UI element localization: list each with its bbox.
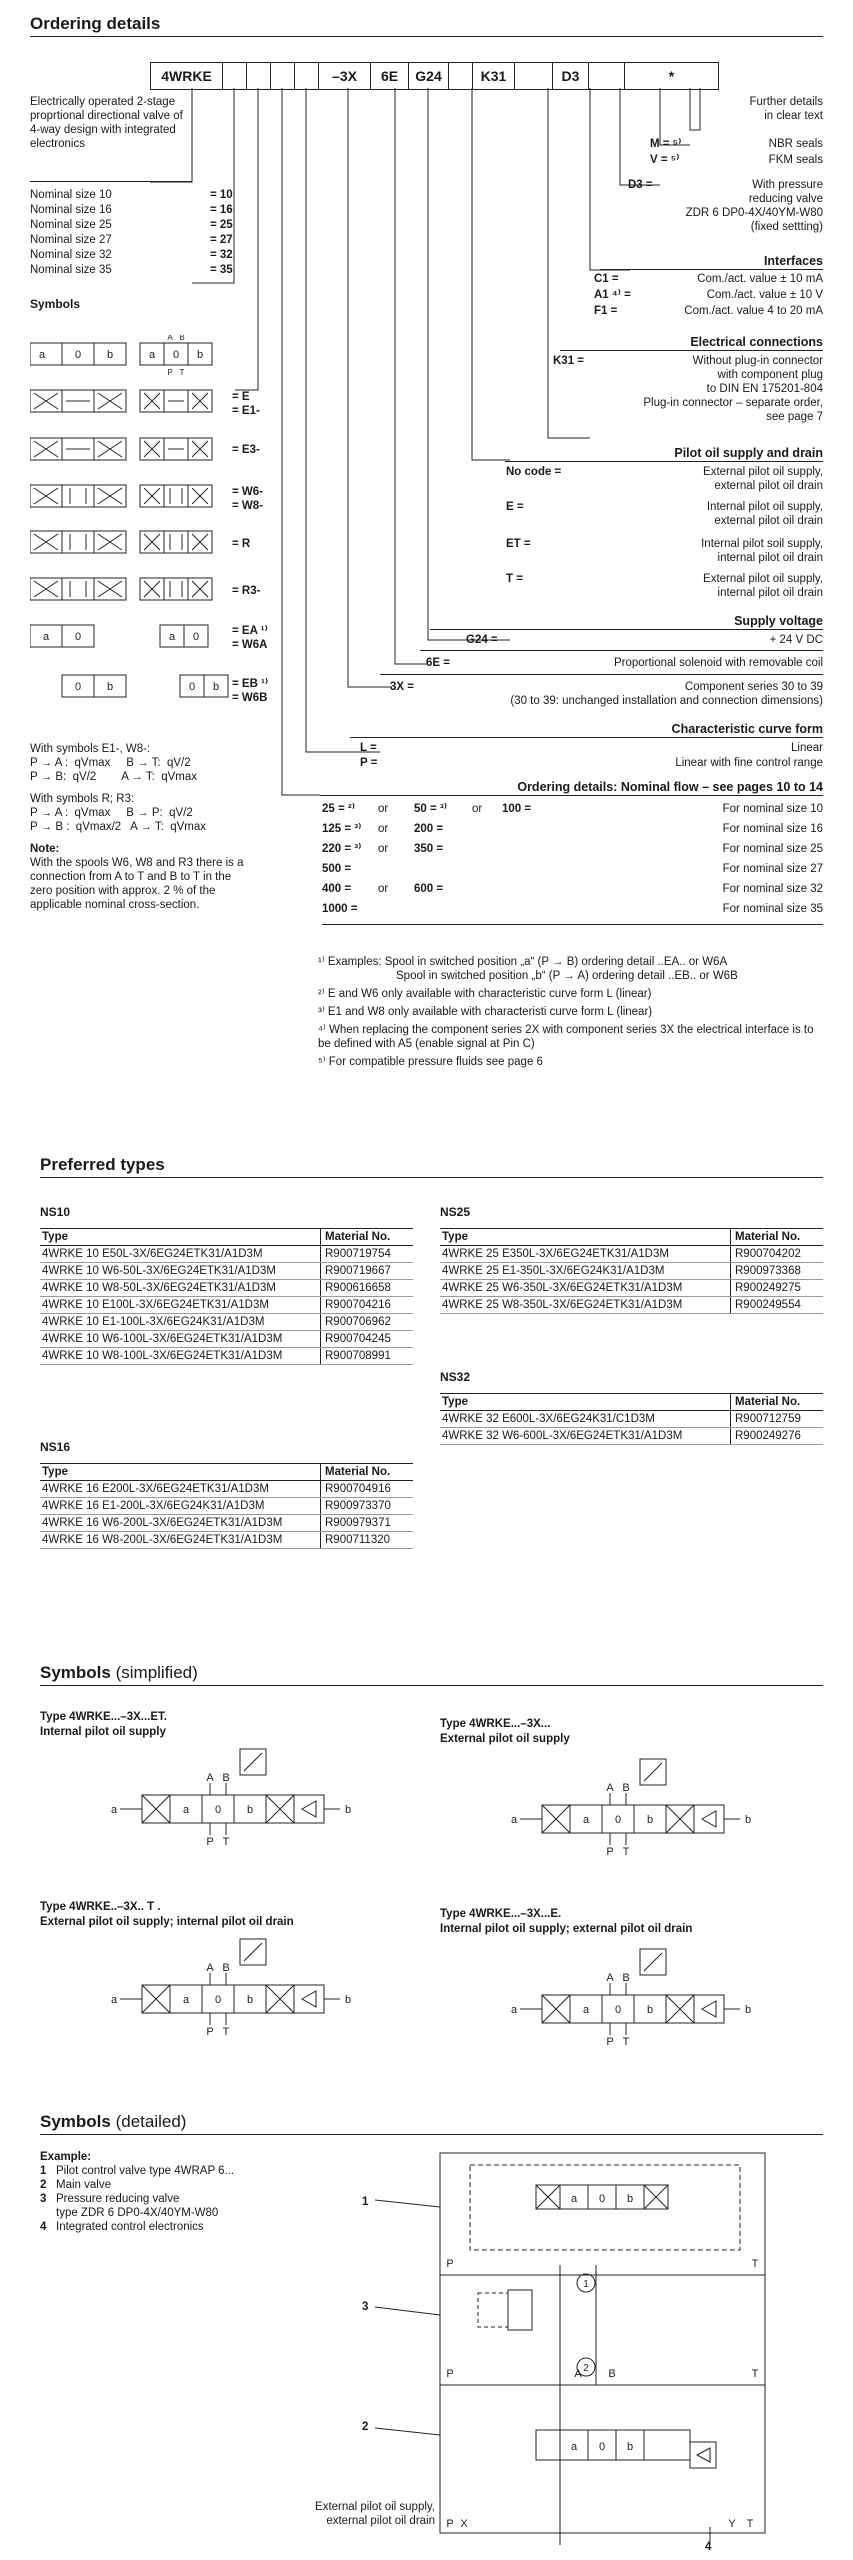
curve-rule [350,737,823,738]
valve-symbol-2 [480,1755,770,1865]
svg-text:A: A [606,1972,614,1984]
size-row: Nominal size 25 = 25 [30,219,233,231]
seal-row: V = ⁵⁾ FKM seals [650,154,823,166]
svg-text:B: B [179,335,185,342]
desc-rule [30,181,192,182]
curve-text: Linear [791,742,823,754]
size-row: Nominal size 10 = 10 [30,189,233,201]
material-cell: R900979371 [321,1515,414,1532]
group-ns32-title: NS32 [440,1370,471,1384]
material-cell: R900712759 [731,1411,824,1428]
svg-text:b: b [344,1804,352,1816]
flow-row [322,842,823,862]
svg-text:0: 0 [192,631,200,643]
svg-text:0: 0 [598,2193,606,2205]
code-cell-further: * [668,68,675,84]
series-rule [380,674,823,675]
svg-text:B: B [622,1972,630,1984]
size-row: Nominal size 16 = 16 [30,204,233,216]
table-row [40,1481,413,1498]
table-row [440,1280,823,1297]
svg-text:b: b [212,681,220,693]
svg-text:a: a [182,1804,190,1816]
symbols-notes: With symbols E1-, W8-: P → A : qVmax B → T: qV/2 P → B: qV/2 A → T: qVmax With symbols R; R3: P → A : qVmax B → P: qV/2 P → B : qVmax/2 A → T: qVmax Note: With the spools W6, W8 and R3 there is a connection from A to T and B to T in the zero position with approx. 2 % of the applicable nominal cross-section. [30,743,244,911]
flow-row [322,882,823,902]
curve-text: Linear with fine control range [675,757,823,769]
svg-text:b: b [106,349,114,361]
svg-text:a: a [510,2004,518,2016]
svg-text:a: a [510,1814,518,1826]
symbol-code-r: = R [232,538,251,550]
sym-item-2: Type 4WRKE...–3X... External pilot oil supply [440,1718,570,1745]
flow-or1: or [378,803,389,815]
symbol-code-eb: = EB ¹⁾ = W6B [232,678,269,704]
callout-3: 3 [362,2301,369,2313]
table-row [440,1428,823,1445]
svg-text:a: a [38,349,46,361]
svg-text:b: b [646,1814,654,1826]
callout-4: 4 [705,2541,712,2553]
supply-text: + 24 V DC [769,634,823,646]
material-cell: R900704216 [321,1297,414,1314]
table-row [40,1246,413,1263]
type-cell: 4WRKE 25 W8-350L-3X/6EG24ETK31/A1D3M [440,1297,731,1314]
col-type-header: Type [40,1229,321,1246]
ordering-title: Ordering details [30,14,161,33]
flow-or2: or [472,803,483,815]
table-row [440,1246,823,1263]
symbol-code-e3: = E3- [232,444,260,456]
svg-text:A: A [206,1772,214,1784]
symbol-code-w6: = W6- = W8- [232,486,263,512]
symbol-code-ea: = EA ¹⁾ = W6A [232,625,268,651]
pilot-text: Internal pilot oil supply, external pilot oil drain [706,501,823,527]
interfaces-title: Interfaces [763,254,823,268]
table-row [440,1263,823,1280]
flow-size: For nominal size 16 [722,823,823,835]
svg-text:b: b [246,1804,254,1816]
table-row [40,1331,413,1348]
col-type-header: Type [440,1229,731,1246]
sym-item-4: Type 4WRKE...–3X...E. Internal pilot oil supply; external pilot oil drain [440,1908,693,1935]
table-ns25 [440,1228,823,1314]
supply-title: Supply voltage [734,614,823,628]
symbol-code-e: = E = E1- [232,391,260,417]
valve-symbol-3 [80,1935,370,2045]
svg-text:T: T [751,2368,759,2380]
svg-text:B: B [608,2368,616,2380]
electrical-text: Without plug-in connector with component plug to DIN EN 175201-804 Plug-in connector – separate order, see page 7 [643,355,823,423]
type-cell: 4WRKE 25 E1-350L-3X/6EG24K31/A1D3M [440,1263,731,1280]
footnotes: ¹⁾ Examples: Spool in switched position „a“ (P → B) ordering detail ..EA.. or W6A Spool in switched position „b“ (P → A) ordering detail ..EB.. or W6B ²⁾ E and W6 only available with characteristic curve form L (linear) ³⁾ E1 and W8 only available with characteristi curve form L (linear) ⁴⁾ When replacing the component series 2X with component series 3X the electrical interface is to be defined with A5 (enable signal at Pin C) ⁵⁾ For compatible pressure fluids see page 6 [318,956,814,1068]
flow-size: For nominal size 27 [722,863,823,875]
spool-symbols [30,335,230,715]
group-ns16-title: NS16 [40,1440,71,1454]
svg-text:b: b [646,2004,654,2016]
svg-text:a: a [570,2193,578,2205]
symbols-simplified-rule [40,1685,823,1686]
svg-text:0: 0 [614,1814,622,1826]
series-code: 3X = [390,681,414,693]
pilot-code: E = [506,501,524,513]
flow-row [322,902,823,922]
svg-text:T: T [179,368,185,377]
valve-symbol-4 [480,1945,770,2055]
material-cell: R900249554 [731,1297,824,1314]
material-cell: R900708991 [321,1348,414,1365]
svg-text:A: A [167,335,173,342]
material-cell: R900719754 [321,1246,414,1263]
table-row [40,1348,413,1365]
symbols-detailed-rule [40,2134,823,2135]
supply-code: G24 = [466,634,498,646]
col-type-header: Type [40,1464,321,1481]
table-row [440,1297,823,1314]
type-cell: 4WRKE 16 E1-200L-3X/6EG24K31/A1D3M [40,1498,321,1515]
svg-text:b: b [744,2004,752,2016]
pilot-code: T = [506,573,523,585]
material-cell: R900719667 [321,1263,414,1280]
svg-text:1: 1 [583,2279,589,2290]
size-row: Nominal size 27 = 27 [30,234,233,246]
interface-row: F1 = Com./act. value 4 to 20 mA [594,305,823,317]
table-row [40,1297,413,1314]
type-cell: 4WRKE 10 E50L-3X/6EG24ETK31/A1D3M [40,1246,321,1263]
table-row [40,1532,413,1549]
material-cell: R900704916 [321,1481,414,1498]
pilot-title: Pilot oil supply and drain [674,446,823,460]
col-material-header: Material No. [321,1464,414,1481]
curve-title: Characteristic curve form [671,722,823,736]
svg-text:T: T [222,2026,230,2038]
flow-title: Ordering details: Nominal flow – see pages 10 to 14 [517,780,823,794]
interfaces-rule [600,269,823,270]
group-ns25-title: NS25 [440,1205,471,1219]
svg-text:X: X [460,2518,468,2530]
solenoid-text: Proportional solenoid with removable coil [613,657,823,669]
col-material-header: Material No. [321,1229,414,1246]
svg-text:b: b [626,2193,634,2205]
svg-text:T: T [622,2036,630,2048]
pilot-text: Internal pilot soil supply, internal pilot oil drain [701,538,823,564]
sym-item-3: Type 4WRKE..–3X.. T . External pilot oil supply; internal pilot oil drain [40,1901,294,1928]
svg-text:T: T [622,1846,630,1858]
svg-text:P: P [167,368,173,377]
col-material-header: Material No. [731,1229,824,1246]
code-cell-electrical: K31 [473,63,515,89]
seal-row: M = ⁵⁾ NBR seals [650,138,823,150]
material-cell: R900616658 [321,1280,414,1297]
supply-rule [430,629,823,630]
material-cell: R900973368 [731,1263,824,1280]
sizes-list [30,188,240,278]
sym-item-1: Type 4WRKE...–3X...ET. Internal pilot oil supply [40,1711,167,1738]
flow-a: 1000 = [322,903,358,915]
svg-text:T: T [751,2258,759,2270]
svg-text:2: 2 [583,2363,589,2374]
svg-text:0: 0 [74,631,82,643]
size-row: Nominal size 35 = 35 [30,264,233,276]
detailed-diagram [360,2145,780,2555]
svg-text:a: a [42,631,50,643]
solenoid-rule [420,650,823,651]
symbols-simplified-title: Symbols (simplified) [40,1663,198,1682]
svg-text:A: A [606,1782,614,1794]
col-material-header: Material No. [731,1394,824,1411]
svg-text:a: a [110,1994,118,2006]
svg-text:0: 0 [614,2004,622,2016]
svg-text:a: a [148,349,156,361]
type-cell: 4WRKE 10 W8-50L-3X/6EG24ETK31/A1D3M [40,1280,321,1297]
svg-text:b: b [196,349,204,361]
code-cell-series: –3X [319,63,371,89]
symbol-code-r3: = R3- [232,585,261,597]
interface-row: C1 = Com./act. value ± 10 mA [594,273,823,285]
svg-text:P: P [206,1836,214,1848]
svg-text:0: 0 [214,1804,222,1816]
svg-text:0: 0 [74,349,82,361]
svg-text:a: a [582,1814,590,1826]
group-ns10-title: NS10 [40,1205,71,1219]
detailed-legend: Example: 1 Pilot control valve type 4WRAP 6... 2 Main valve 3 Pressure reducing valve type ZDR 6 DP0-4X/40YM-W80 4 Integrated control electronics [40,2151,235,2233]
svg-text:0: 0 [74,681,82,693]
type-cell: 4WRKE 10 E100L-3X/6EG24ETK31/A1D3M [40,1297,321,1314]
electrical-title: Electrical connections [690,335,823,349]
flow-bottom-rule [322,924,823,925]
svg-text:0: 0 [214,1994,222,2006]
solenoid-code: 6E = [426,657,450,669]
curve-code: L = [360,742,377,754]
symbols-detailed-title: Symbols (detailed) [40,2112,187,2131]
svg-text:P: P [446,2368,454,2380]
flow-or1: or [378,843,389,855]
svg-text:P: P [606,2036,614,2048]
flow-or1: or [378,823,389,835]
pilot-rule [505,461,823,462]
flow-row [322,802,823,822]
material-cell: R900704202 [731,1246,824,1263]
material-cell: R900706962 [321,1314,414,1331]
flow-or1: or [378,883,389,895]
code-cell-solenoid: 6E [371,63,409,89]
symbols-title: Symbols [30,297,81,311]
callout-2: 2 [362,2421,369,2433]
svg-text:P: P [606,1846,614,1858]
callout-1: 1 [362,2196,369,2208]
svg-text:0: 0 [598,2441,606,2453]
type-cell: 4WRKE 32 E600L-3X/6EG24K31/C1D3M [440,1411,731,1428]
material-cell: R900249275 [731,1280,824,1297]
type-cell: 4WRKE 16 E200L-3X/6EG24ETK31/A1D3M [40,1481,321,1498]
svg-text:B: B [622,1782,630,1794]
type-cell: 4WRKE 16 W6-200L-3X/6EG24ETK31/A1D3M [40,1515,321,1532]
svg-text:b: b [344,1994,352,2006]
table-row [40,1280,413,1297]
flow-rule [320,795,823,796]
svg-text:A: A [206,1962,214,1974]
detailed-caption: External pilot oil supply, external pilot oil drain [315,2501,435,2527]
type-cell: 4WRKE 25 W6-350L-3X/6EG24ETK31/A1D3M [440,1280,731,1297]
type-cell: 4WRKE 10 W6-50L-3X/6EG24ETK31/A1D3M [40,1263,321,1280]
flow-row [322,862,823,882]
material-cell: R900249276 [731,1428,824,1445]
svg-text:a: a [182,1994,190,2006]
flow-size: For nominal size 25 [722,843,823,855]
flow-b: 50 = ³⁾ [414,803,448,815]
electrical-code: K31 = [553,355,585,367]
material-cell: R900704245 [321,1331,414,1348]
type-cell: 4WRKE 25 E350L-3X/6EG24ETK31/A1D3M [440,1246,731,1263]
svg-text:a: a [570,2441,578,2453]
d3-code: D3 = [628,179,653,191]
flow-size: For nominal size 32 [722,883,823,895]
pilot-text: External pilot oil supply, internal pilot oil drain [703,573,823,599]
svg-text:B: B [222,1772,230,1784]
svg-text:Y: Y [728,2518,736,2530]
svg-text:0: 0 [172,349,180,361]
svg-text:b: b [106,681,114,693]
svg-text:b: b [626,2441,634,2453]
svg-text:P: P [446,2258,454,2270]
pilot-code: ET = [506,538,531,550]
material-cell: R900973370 [321,1498,414,1515]
flow-b: 600 = [414,883,444,895]
table-ns32 [440,1393,823,1445]
table-ns16 [40,1463,413,1549]
interface-row: A1 ⁴⁾ = Com./act. value ± 10 V [594,289,823,301]
table-row [40,1263,413,1280]
series-text: Component series 30 to 39 (30 to 39: unchanged installation and connection dimensions) [510,681,823,707]
flow-a: 125 = ³⁾ [322,823,362,835]
type-cell: 4WRKE 10 W6-100L-3X/6EG24ETK31/A1D3M [40,1331,321,1348]
pilot-text: External pilot oil supply, external pilot oil drain [703,466,823,492]
flow-a: 400 = [322,883,352,895]
material-cell: R900711320 [321,1532,414,1549]
flow-row [322,822,823,842]
table-ns10 [40,1228,413,1365]
code-cell-voltage: G24 [409,63,449,89]
svg-text:0: 0 [188,681,196,693]
svg-text:a: a [110,1804,118,1816]
type-cell: 4WRKE 32 W6-600L-3X/6EG24ETK31/A1D3M [440,1428,731,1445]
flow-size: For nominal size 10 [722,803,823,815]
table-row [40,1314,413,1331]
table-row [40,1515,413,1532]
type-cell: 4WRKE 10 W8-100L-3X/6EG24ETK31/A1D3M [40,1348,321,1365]
size-row: Nominal size 32 = 32 [30,249,233,261]
flow-c: 100 = [502,803,532,815]
svg-text:A: A [574,2368,582,2380]
flow-rows [322,802,823,925]
curve-code: P = [360,757,378,769]
flow-a: 500 = [322,863,352,875]
flow-b: 200 = [414,823,444,835]
svg-text:B: B [222,1962,230,1974]
table-row [40,1498,413,1515]
preferred-title: Preferred types [40,1155,165,1174]
table-row [440,1411,823,1428]
ordering-description: Electrically operated 2-stage proprtional directional valve of 4-way design with integrated electronics [30,96,183,150]
code-cell-type: 4WRKE [151,63,223,89]
preferred-rule [40,1177,823,1178]
further-details: Further details in clear text [749,96,823,122]
col-type-header: Type [440,1394,731,1411]
code-cell-d3: D3 [553,63,589,89]
flow-b: 350 = [414,843,444,855]
valve-symbol-1 [80,1745,370,1855]
svg-text:T: T [746,2518,754,2530]
d3-text: With pressure reducing valve ZDR 6 DP0-4X/40YM-W80 (fixed settting) [685,179,823,233]
pilot-code: No code = [506,466,562,478]
svg-text:b: b [246,1994,254,2006]
svg-text:T: T [222,1836,230,1848]
svg-text:b: b [744,1814,752,1826]
electrical-rule [560,350,823,351]
flow-a: 25 = ²⁾ [322,803,356,815]
type-cell: 4WRKE 10 E1-100L-3X/6EG24K31/A1D3M [40,1314,321,1331]
svg-text:a: a [582,2004,590,2016]
svg-text:P: P [206,2026,214,2038]
flow-size: For nominal size 35 [722,903,823,915]
svg-text:P: P [446,2518,454,2530]
type-cell: 4WRKE 16 W8-200L-3X/6EG24ETK31/A1D3M [40,1532,321,1549]
svg-text:a: a [168,631,176,643]
flow-a: 220 = ³⁾ [322,843,362,855]
